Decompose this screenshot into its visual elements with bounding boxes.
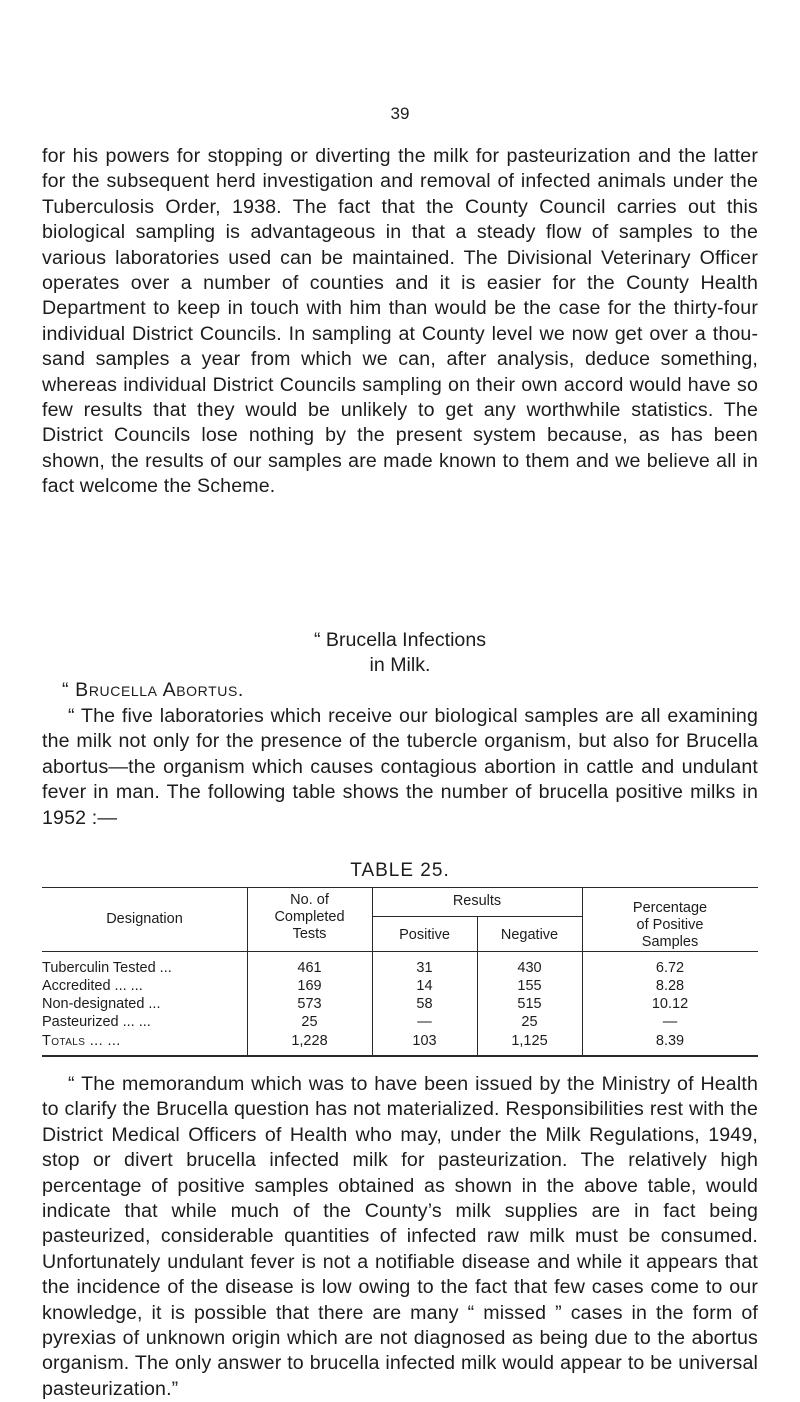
- header-bottom-rule: [42, 951, 758, 952]
- header-results: Results: [452, 893, 502, 909]
- brucella-results-table: [42, 887, 758, 1057]
- table-cell-positive: 103: [412, 1033, 437, 1049]
- table-row-designation: Non-designated ...: [42, 996, 161, 1012]
- table-cell-percentage: 8.39: [655, 1033, 685, 1049]
- table-top-rule: [42, 887, 758, 888]
- paragraph-laboratories: [42, 704, 758, 831]
- table-row-designation: Tuberculin Tested ...: [42, 960, 172, 976]
- header-negative: Negative: [500, 927, 559, 943]
- table-cell-percentage: 10.12: [651, 996, 689, 1012]
- header-percentage-line-1: Percentage: [632, 900, 708, 916]
- table-cell-positive: 58: [416, 996, 433, 1012]
- table-cell-tests: 461: [297, 960, 322, 976]
- header-percentage-line-3: Samples: [641, 934, 699, 950]
- header-designation: Designation: [106, 911, 183, 927]
- table-cell-tests: 25: [301, 1014, 318, 1030]
- header-tests-line-1: No. of: [290, 892, 329, 908]
- table-cell-negative: 155: [517, 978, 542, 994]
- header-tests-line-2: Completed: [274, 909, 345, 925]
- paragraph-1-text: for his powers for stopping or diverting the milk for pasteurization and the latter for the subsequent herd investigation and removal of infected animals under the Tuberculosis Order, 1938. The fact that the County Council carries out this biological sampling is advantageous in that a steady flow of samples to the various laboratories used can be maintained. The Divisional Veterinary Officer operates over a number of counties and it is easier for the County Health Department to keep in touch with him than would be the case for the thirty-four individual District Councils. In sampling at County level we now get over a thousand samples a year from which we can, after analysis, deduce something, whereas individual District Councils sampling on their own accord would have so few results that they would be unlikely to get any worthwhile statistics. The District Councils lose nothing by the present system because, as has been shown, the results of our samples are made known to them and we believe all in fact welcome the Scheme.: [42, 145, 758, 498]
- section-heading-line-2: in Milk.: [369, 654, 431, 676]
- paragraph-2-text: “ The five laboratories which receive our biological samples are all examining the milk not only for the presence of the tubercle organism, but also for Brucella abortus—the organism which causes contagious abortion in cattle and undulant fever in man. The following table shows the number of brucella positive milks in 1952 :—: [42, 705, 758, 829]
- table-cell-tests: 169: [297, 978, 322, 994]
- table-cell-negative: 25: [521, 1014, 538, 1030]
- header-positive: Positive: [399, 927, 450, 943]
- table-cell-tests: 573: [297, 996, 322, 1012]
- paragraph-3-text: “ The memorandum which was to have been issued by the Ministry of Health to clarify the Brucella question has not materialized. Responsibilities rest with the District Medical Officers of Health who may, under the Milk Regulations, 1949, stop or divert brucella infected milk for pasteurization. The relatively high percentage of positive samples obtained as shown in the above table, would indicate that while much of the County’s milk supplies are in fact being pasteurized, considerable quantities of infected raw milk must be consumed. Unfortunately undulant fever is not a notifiable disease and while it appears that the incidence of the disease is low owing to the fact that few cases come to our knowledge, it is possible that there are many “ missed ” cases in the form of pyrexias of unknown origin which are not diagnosed as being due to the abortus organism. The only answer to brucella infected milk would appear to be universal pasteurization.”: [42, 1073, 758, 1400]
- table-cell-negative: 1,125: [511, 1033, 548, 1049]
- table-bottom-rule: [42, 1055, 758, 1057]
- table-cell-tests: 1,228: [291, 1033, 328, 1049]
- table-row-designation: Pasteurized ... ...: [42, 1014, 151, 1030]
- table-cell-percentage: 6.72: [655, 960, 685, 976]
- table-cell-positive: —: [417, 1014, 432, 1030]
- table-row-designation: Accredited ... ...: [42, 978, 143, 994]
- table-cell-percentage: 8.28: [655, 978, 685, 994]
- table-cell-negative: 430: [517, 960, 542, 976]
- section-heading-line-1: “ Brucella Infections: [313, 629, 487, 651]
- table-cell-positive: 14: [416, 978, 433, 994]
- table-cell-percentage: —: [662, 1014, 678, 1030]
- table-cell-positive: 31: [416, 960, 433, 976]
- sub-heading-brucella-abortus: “ Brucella Abortus.: [62, 679, 244, 701]
- table-cell-negative: 515: [517, 996, 542, 1012]
- paragraph-continuation: [42, 144, 758, 500]
- page-number: 39: [390, 104, 410, 123]
- header-tests-line-3: Tests: [292, 926, 327, 942]
- table-title: TABLE 25.: [350, 860, 450, 881]
- table-row-totals-label: Totals ... ...: [42, 1033, 121, 1049]
- header-percentage-line-2: of Positive: [636, 917, 704, 933]
